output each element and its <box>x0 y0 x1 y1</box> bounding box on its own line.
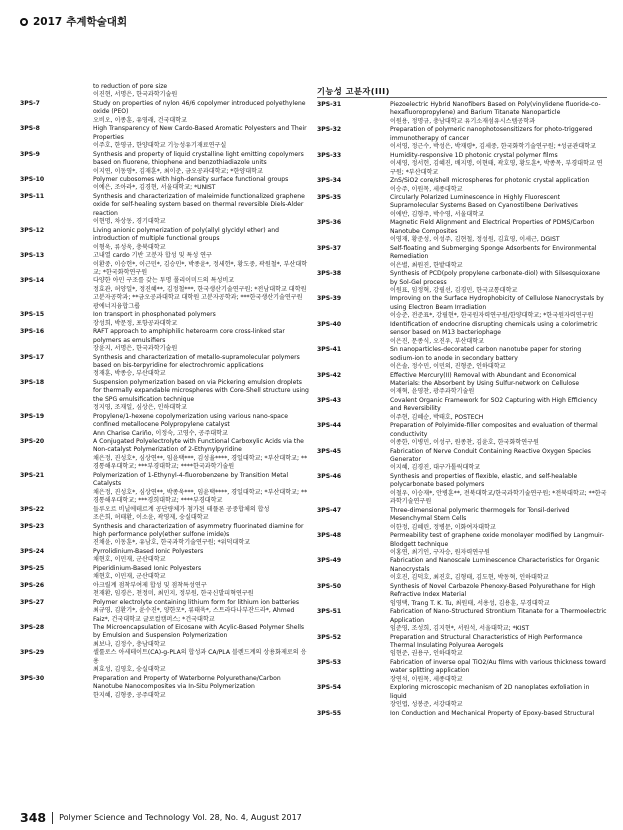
abstract-entry <box>20 548 310 565</box>
entry-code: 3PS-20 <box>20 438 45 446</box>
entry-body <box>390 321 607 346</box>
abstract-entry <box>317 473 607 507</box>
entry-title: Sn nanoparticles-decorated carbon nanotube paper for storing sodium-ion to anode in secondary battery <box>390 346 582 362</box>
entry-authors: 정효관, 허양일*, 정진혜**, 김정철***, 한국생산기술연구원; *전남대학교 대학원 고분자공학과; **금오공과대학교 대학원 고분자공학과; ***한국생산기술연구원 광에너지융합그룹 <box>93 285 307 310</box>
entry-code: 3PS-19 <box>20 412 45 420</box>
entry-authors: 이지연, 이동영*, 김재훈*, 최이준, 금오공과대학교; *한양대학교 <box>93 167 263 175</box>
entry-title: Synthesis and characterization of metallo-supramolecular polymers based on bis-terpyridine for electrochromic applications <box>93 353 300 369</box>
entry-code: 3PS-9 <box>20 150 40 158</box>
entry-code: 3PS-28 <box>20 624 45 631</box>
entry-body <box>390 583 607 608</box>
conference-logo-icon <box>20 18 28 26</box>
header-conference: 추계학술대회 <box>66 16 128 28</box>
abstract-entry <box>20 252 310 277</box>
entry-code: 3PS-36 <box>317 219 342 227</box>
entry-title: Fabrication of Nano-Structured Strontium Titanate for a Thermoelectric Application <box>390 608 607 624</box>
entry-authors: 최보나, 김정수, 충남대학교 <box>93 640 166 648</box>
entry-body <box>390 684 607 709</box>
entry-body <box>390 152 607 177</box>
abstract-entry <box>20 582 310 599</box>
abstract-entry <box>20 565 310 582</box>
entry-body <box>390 448 607 473</box>
entry-title: Magnetic Field Alignment and Electrical Properties of PDMS/Carbon Nanotube Composites <box>390 219 595 235</box>
abstract-entry <box>317 219 607 244</box>
entry-authors: 최규영, 김환기*, 윤수진*, 양한모*, 류태욱*, 스트라다나부잔드라*, Ahmed Faiz*, 건국대학교 글로컬캠퍼스; *건국대학교 <box>93 607 295 623</box>
entry-code: 3PS-40 <box>317 320 342 328</box>
entry-body <box>390 659 607 684</box>
entry-authors: 채현호, 이민재, 군산대학교 <box>93 556 166 564</box>
entry-code: 3PS-18 <box>20 378 45 386</box>
entry-body <box>93 523 310 548</box>
entry-title: Piperidinium-Based Ionic Polyesters <box>93 564 202 572</box>
entry-code: 3PS-27 <box>20 598 45 606</box>
entry-title: Synthesis and characterization of maleimide functionalized graphene oxide for self-healing system based on thermal reversible Diels-Alder reaction <box>93 192 305 217</box>
abstract-entry <box>317 422 607 447</box>
entry-authors: 이주호, 한영규, 한양대학교 기능성유기재료연구실 <box>93 142 227 150</box>
entry-body <box>390 219 607 244</box>
entry-body <box>93 277 310 311</box>
entry-authors: 장인엽, 성봉준, 서강대학교 <box>390 701 463 709</box>
entry-body <box>93 565 310 582</box>
abstract-entry <box>20 83 310 100</box>
entry-body <box>93 176 310 193</box>
entry-body <box>390 557 607 582</box>
abstract-entry <box>317 101 607 126</box>
entry-authors: 임현준, 권용구, 인하대학교 <box>390 650 463 658</box>
entry-code: 3PS-10 <box>20 175 45 183</box>
entry-code: 3PS-31 <box>317 101 342 108</box>
page-header <box>20 14 127 29</box>
abstract-entry <box>20 438 310 472</box>
entry-authors: 이한정, 김혜린, 정병문, 이화여자대학교 <box>390 523 496 531</box>
entry-code: 3PS-44 <box>317 422 342 430</box>
entry-title: 들루오르 비닐에테르계 공단량체가 첨가된 테플론 공중합체의 합성 <box>93 505 270 513</box>
entry-authors: 이원표, 임정혁, 강필선, 김경민, 한국교통대학교 <box>390 286 518 294</box>
entry-body <box>93 675 310 700</box>
entry-code: 3PS-24 <box>20 547 45 555</box>
entry-title: Improving on the Surface Hydrophobicity of Cellulose Nanocrystals by using Electron Beam Irradiation <box>390 295 604 311</box>
entry-body <box>390 634 607 659</box>
abstract-entry <box>317 557 607 582</box>
abstract-entry <box>317 634 607 659</box>
entry-body <box>93 379 310 413</box>
entry-title: Self-floating and Submerging Sponge Adsorbents for Environmental Remediation <box>390 244 597 261</box>
entry-title: 아크릴계 점착부여제 합성 및 점착특성연구 <box>93 581 207 589</box>
abstract-entry <box>20 151 310 176</box>
entry-code: 3PS-53 <box>317 658 342 666</box>
entry-code: 3PS-38 <box>317 270 342 278</box>
abstract-entry <box>317 152 607 177</box>
entry-authors: 이재혁, 윤영찬, 광주과학기술원 <box>390 388 475 396</box>
entry-body <box>390 177 607 194</box>
entry-body <box>390 710 607 718</box>
entry-authors: 채은정, 진성호*, 심상연**, 임윤택***, 김성율****, 경일대학교; *부산대학교; **경통해우대학교; ***부경대학교; ****한국과학기술원 <box>93 454 308 471</box>
entry-authors: 이은솔, 정수민, 이민의, 진형준, 인하대학교 <box>390 363 506 371</box>
entry-body <box>390 473 607 507</box>
entry-authors: 임준영, 조성희, 김지현*, 서원석, 서울대학교; *KIST <box>390 625 530 633</box>
entry-body <box>93 252 310 277</box>
entry-code: 3PS-45 <box>317 447 342 455</box>
abstract-entry <box>317 245 607 270</box>
abstract-entry <box>20 176 310 193</box>
entry-body <box>93 472 310 506</box>
entry-code: 3PS-13 <box>20 252 45 260</box>
entry-body <box>93 100 310 125</box>
entry-code: 3PS-26 <box>20 581 45 589</box>
entry-title: Polymer cubosomes with high-density surface functional groups <box>93 175 289 183</box>
entry-body <box>93 311 310 328</box>
abstract-entry <box>317 608 607 633</box>
entry-code: 3PS-52 <box>317 633 342 641</box>
entry-code: 3PS-15 <box>20 311 45 319</box>
entry-title: Study on properties of nylon 46/6 copolymer introduced polyethylene oxide (PEO) <box>93 99 306 116</box>
entry-code: 3PS-11 <box>20 192 45 200</box>
left-column <box>20 83 310 700</box>
abstract-entry <box>317 448 607 473</box>
entry-code: 3PS-12 <box>20 226 45 234</box>
abstract-entry <box>317 346 607 371</box>
entry-body <box>390 422 607 447</box>
entry-title: Three-dimensional polymeric thermogels for Tonsil-derived Mesenchymal Stem Cells <box>390 506 570 523</box>
entry-body <box>390 101 607 126</box>
entry-title: High Transparency of New Cardo-Based Aromatic Polyesters and Their Properties <box>93 125 307 141</box>
entry-title: Fabrication of Nerve Conduit Containing Reactive Oxygen Species Generator <box>390 447 591 464</box>
entry-authors: 한지혜, 김형중, 공주대학교 <box>93 691 166 699</box>
entry-title: Ion Conduction and Mechanical Property of Epoxy-based Structural <box>390 709 595 717</box>
entry-code: 3PS-41 <box>317 346 342 354</box>
entry-title: Synthesis of Novel Carbazole Phenoxy-Based Polyurethane for High Refractive Index Material <box>390 582 596 599</box>
right-column <box>317 101 607 718</box>
abstract-entry <box>317 194 607 219</box>
entry-body <box>93 83 310 100</box>
abstract-entry <box>317 126 607 151</box>
entry-body <box>93 582 310 599</box>
entry-authors: 이영재, 황준성, 이성주, 김현철, 정성원, 김효영, 이세근, DGIST <box>390 236 560 244</box>
abstract-entry <box>20 100 310 125</box>
entry-body <box>390 194 607 219</box>
entry-body <box>93 624 310 649</box>
abstract-entry <box>317 684 607 709</box>
abstract-entry <box>317 397 607 422</box>
entry-code: 3PS-47 <box>317 506 342 514</box>
entry-code: 3PS-32 <box>317 126 342 134</box>
entry-authors: 정재훈, 박종승, 부산대학교 <box>93 370 166 378</box>
entry-body <box>390 608 607 633</box>
entry-title: Polymer electrolyte containing lithium form for lithium ion batteries <box>93 598 300 606</box>
entry-authors: 이현명, 차상동, 경기대학교 <box>93 218 166 226</box>
entry-code: 3PS-48 <box>317 532 342 540</box>
entry-code: 3PS-8 <box>20 125 40 133</box>
entry-code: 3PS-16 <box>20 328 45 336</box>
entry-code: 3PS-29 <box>20 649 45 657</box>
entry-title: Exploring microscopic mechanism of 2D nanoplates exfoliation in liquid <box>390 684 590 700</box>
abstract-entry <box>20 523 310 548</box>
entry-code: 3PS-7 <box>20 99 40 107</box>
abstract-entry <box>20 599 310 624</box>
section-divider <box>317 97 607 98</box>
entry-code: 3PS-37 <box>317 244 342 252</box>
entry-authors: 장성희, 박문정, 포항공과대학교 <box>93 319 178 327</box>
entry-title: Ion transport in phosphonated polymers <box>93 311 216 319</box>
abstract-entry <box>317 321 607 346</box>
entry-authors: 이예은, 조아라*, 김경현, 서울대학교; *UNIST <box>93 184 216 192</box>
entry-code: 3PS-30 <box>20 674 45 682</box>
entry-body <box>93 599 310 624</box>
entry-title: Propylene/1-hexene copolymerization using various nano-space confined metallocene Polypropylene catalyst <box>93 412 288 429</box>
entry-authors: 이형욱, 류성욱, 충북대학교 <box>93 243 166 251</box>
abstract-entry <box>20 649 310 674</box>
entry-body <box>390 507 607 532</box>
entry-code: 3PS-17 <box>20 353 45 361</box>
entry-authors: 오비오, 이종훈, 유영래, 건국대학교 <box>93 116 188 124</box>
abstract-entry <box>20 311 310 328</box>
abstract-entry <box>317 270 607 295</box>
entry-title: Preparation of polymeric nanophotosensitizers for photo-triggered immunotherapy of cancer <box>390 126 593 142</box>
entry-code: 3PS-21 <box>20 471 45 479</box>
entry-authors: 임영택, Trang T. K. Tu, 최원태, 서용성, 김용훈, 부경대학교 <box>390 599 550 607</box>
abstract-entry <box>20 624 310 649</box>
journal-info: Polymer Science and Technology Vol. 28, No. 4, August 2017 <box>59 813 302 822</box>
entry-body <box>93 354 310 379</box>
entry-title: Synthesis and properties of flexible, elastic, and self-healable polycarbonate based polymers <box>390 472 578 489</box>
entry-code: 3PS-39 <box>317 295 342 303</box>
header-year: 2017 <box>33 15 63 28</box>
entry-authors: 이승준, 전준표*, 강필현*, 한국원자력연구원/한양대학교; *한국원자력연구원 <box>390 312 594 320</box>
abstract-entry <box>20 472 310 506</box>
entry-title: Covalent Organic Framework for SO2 Capturing with High Efficiency and Reversibility <box>390 396 598 413</box>
page-number: 348 <box>20 810 47 825</box>
entry-authors: 천재환, 임경은, 천정미, 최민지, 정부원, 한국신발피혁연구원 <box>93 590 254 598</box>
entry-title: Effective Mercury(II) Removal with Abundant and Economical Materials: the Absorbent by Using Sulfur-network on Cellulose <box>390 371 580 387</box>
entry-title: Circularly Polarized Luminescence in Highly Fluorescent Supramolecular Systems Based on Cyanostilbene Derivatives <box>390 193 578 210</box>
entry-code: 3PS-23 <box>20 522 45 530</box>
entry-code: 3PS-43 <box>317 396 342 404</box>
entry-title: The Microencapsulation of Eicosane with Acylic-Based Polymer Shells by Emulsion and Suspension Polymerization <box>93 624 305 640</box>
entry-authors: 이호진, 김덕호, 최진호, 김형태, 김도현, 박동혁, 인하대학교 <box>390 574 549 582</box>
entry-authors: 이에반, 김형주, 박수영, 서울대학교 <box>390 210 485 218</box>
entry-body <box>93 193 310 227</box>
entry-title: Synthesis and characterization of asymmetry fluorinated diamine for high performance poly(ether sulfone imide)s <box>93 522 304 539</box>
entry-authors: 이승주, 이원목, 세종대학교 <box>390 185 463 193</box>
entry-authors: 이지혜, 김경진, 대구가톨릭대학교 <box>390 464 481 472</box>
entry-title: Synthesis of PCD(poly propylene carbonate-diol) with Silsesquioxane by Sol-Gel process <box>390 270 600 286</box>
abstract-entry <box>20 193 310 227</box>
entry-title: Permeability test of graphene oxide monolayer modified by Langmuir-Blodgett technique <box>390 532 605 548</box>
entry-title: to reduction of pore size <box>93 83 168 90</box>
entry-code: 3PS-54 <box>317 684 342 692</box>
page-footer <box>20 810 302 825</box>
entry-authors: 이은진, 문종식, 오진우, 부산대학교 <box>390 337 485 345</box>
abstract-entry <box>317 372 607 397</box>
entry-code: 3PS-14 <box>20 277 45 285</box>
entry-authors: 이홍연, 최기인, 구자승, 원자력연구원 <box>390 549 490 557</box>
entry-authors: 조은희, 허태환, 이소윤, 곽영제, 숭실대학교 <box>93 514 209 522</box>
entry-authors: 이세영, 정서헌, 김혜진, 배지명, 이현태, 곽호영, 황도훈*, 박종목, 부경대학교 연구원; *부산대학교 <box>390 160 603 176</box>
entry-body <box>93 649 310 674</box>
abstract-entry <box>20 125 310 150</box>
entry-body <box>93 125 310 150</box>
entry-authors: 이진현, 서명은, 한국과학기술원 <box>93 91 178 99</box>
entry-title: Polymerization of 1-Ethynyl-4-fluorobenzene by Transition Metal Catalysts <box>93 471 289 488</box>
entry-code: 3PS-25 <box>20 564 45 572</box>
abstract-entry <box>317 532 607 557</box>
abstract-entry <box>20 379 310 413</box>
entry-title: Living anionic polymerization of poly(allyl glycidyl ether) and introduction of multiple functional groups <box>93 226 280 243</box>
entry-body <box>390 270 607 295</box>
entry-authors: 이철우, 이승재*, 안병훈**, 전북대학교/한국과학기술연구원; *전북대학교; **한국과학기술연구원 <box>390 489 607 506</box>
entry-code: 3PS-50 <box>317 582 342 590</box>
entry-title: 다양한 아민 구조를 갖는 투명 폴리이미드의 특성비교 <box>93 277 235 285</box>
entry-code: 3PS-34 <box>317 177 342 185</box>
entry-code: 3PS-51 <box>317 608 342 616</box>
footer-divider <box>52 812 53 824</box>
abstract-entry <box>20 328 310 353</box>
entry-authors: 채현호, 이민재, 군산대학교 <box>93 573 166 581</box>
entry-authors: 진채윤, 이동훈*, 유남호, 한국과학기술연구원; *위덕대학교 <box>93 539 251 547</box>
entry-title: Piezoelectric Hybrid Nanofibers Based on Poly(vinylidene fluoride-co-hexafluoropropylene) and Barium Titanate Nanoparticle <box>390 101 601 117</box>
entry-title: 셀룰로스 아세테이트(CA)-g-PLA의 합성과 CA/PLA 블렌드계의 상용화제로의 응용 <box>93 649 307 665</box>
entry-code: 3PS-33 <box>317 151 342 159</box>
entry-title: A Conjugated Polyelectrolyte with Functional Carboxylic Acids via the Non-catalyst Polymerization of 2-Ethynylpyridine <box>93 438 304 454</box>
entry-body <box>93 548 310 565</box>
entry-body <box>93 413 310 438</box>
abstract-entry <box>317 507 607 532</box>
entry-authors: 이환중, 이승헌*, 이근민*, 김승민*, 박종윤*, 정세헌*, 황도중, 곽원철*, 부산대학교; *한국화학연구원 <box>93 260 308 276</box>
abstract-entry <box>317 177 607 194</box>
entry-body <box>390 295 607 320</box>
entry-code: 3PS-42 <box>317 371 342 379</box>
entry-title: Suspension polymerization based on via Pickering emulsion droplets for thermally expandable microspheres with Core-Shell structure using the SPG emulsification technique <box>93 378 309 403</box>
entry-title: Fabrication of inverse opal TiO2/Au films with various thickness toward water splitting application <box>390 658 606 675</box>
abstract-entry <box>20 277 310 311</box>
entry-authors: 정지영, 조재일, 심상은, 인하대학교 <box>93 404 188 412</box>
entry-body <box>390 346 607 371</box>
abstract-entry <box>317 659 607 684</box>
section-title: 기능성 고분자(III) <box>317 86 390 96</box>
entry-body <box>93 506 310 523</box>
entry-body <box>93 151 310 176</box>
abstract-entry <box>20 506 310 523</box>
abstract-entry <box>20 675 310 700</box>
entry-authors: 최효성, 김영호, 숭실대학교 <box>93 666 166 674</box>
entry-authors: 이서영, 정근수, 박성은, 박재령*, 김세중, 한국화학기술연구원; *성균관대학교 <box>390 143 597 151</box>
abstract-entry <box>317 295 607 320</box>
entry-title: Preparation and Structural Characteristics of High Performance Thermal Insulating Polyurea Aerogels <box>390 633 583 649</box>
entry-body <box>390 397 607 422</box>
abstract-entry <box>20 354 310 379</box>
entry-body <box>390 372 607 397</box>
entry-body <box>93 227 310 252</box>
entry-authors: 채은정, 진성호*, 심상연**, 박종욱***, 임윤택****, 경일대학교; *부산대학교; **경통해우대학교; ***경희대학교; ****부경대학교 <box>93 488 308 505</box>
entry-title: Pyrrolidinium-Based Ionic Polyesters <box>93 547 204 555</box>
entry-code <box>20 83 93 100</box>
entry-code: 3PS-22 <box>20 505 45 513</box>
entry-authors: 이원용, 정명규, 충남대학교 유기소재섬유시스템공학과 <box>390 117 536 125</box>
entry-code: 3PS-46 <box>317 472 342 480</box>
entry-body <box>93 328 310 353</box>
abstract-entry <box>20 413 310 438</box>
entry-body <box>93 438 310 472</box>
entry-title: Humidity-responsive 1D photonic crystal polymer films <box>390 151 558 159</box>
entry-authors: 이종한, 이병민, 이성구, 원종찬, 김윤호, 한국화학연구원 <box>390 439 539 447</box>
entry-title: Preparation and Property of Waterborne Polyurethane/Carbon Nanotube Nanocomposites via In-Situ Polymerization <box>93 674 281 691</box>
abstract-entry <box>317 710 607 718</box>
entry-code: 3PS-55 <box>317 709 342 717</box>
entry-code: 3PS-35 <box>317 193 342 201</box>
entry-title: 고내열 cardo 기반 고분자 합성 및 특성 연구 <box>93 252 212 260</box>
entry-body <box>390 532 607 557</box>
entry-title: Identification of endocrine disrupting chemicals using a colorimetric sensor based on M13 bacteriophage <box>390 320 598 337</box>
abstract-entry <box>317 583 607 608</box>
entry-authors: 장윤지, 서명은, 한국과학기술원 <box>93 345 178 353</box>
entry-authors: Ann Charise Cariño, 이정숙, 고영수, 공주대학교 <box>93 429 228 437</box>
entry-title: RAFT approach to amphiphilic heteroarm core cross-linked star polymers as emulsifiers <box>93 328 285 344</box>
entry-title: Synthesis and property of liquid crystalline light emitting copolymers based on fluorene, thiophene and benzothiadiazole units <box>93 150 304 167</box>
entry-title: Preparation of Polyimide-filler composites and evaluation of thermal conductivity <box>390 422 598 438</box>
entry-authors: 이은별, 최원진, 한밭대학교 <box>390 261 463 269</box>
entry-body <box>390 245 607 270</box>
entry-body <box>390 126 607 151</box>
abstract-entry <box>20 227 310 252</box>
entry-title: ZnS/SiO2 core/shell microspheres for photonic crystal application <box>390 177 590 185</box>
entry-code: 3PS-49 <box>317 557 342 565</box>
entry-title: Fabrication and Nanoscale Luminescence Characteristics for Organic Nanocrystals <box>390 557 600 573</box>
entry-authors: 이주현, 김혜순, 박태호, POSTECH <box>390 413 484 421</box>
entry-authors: 장연석, 이원목, 세종대학교 <box>390 675 463 683</box>
